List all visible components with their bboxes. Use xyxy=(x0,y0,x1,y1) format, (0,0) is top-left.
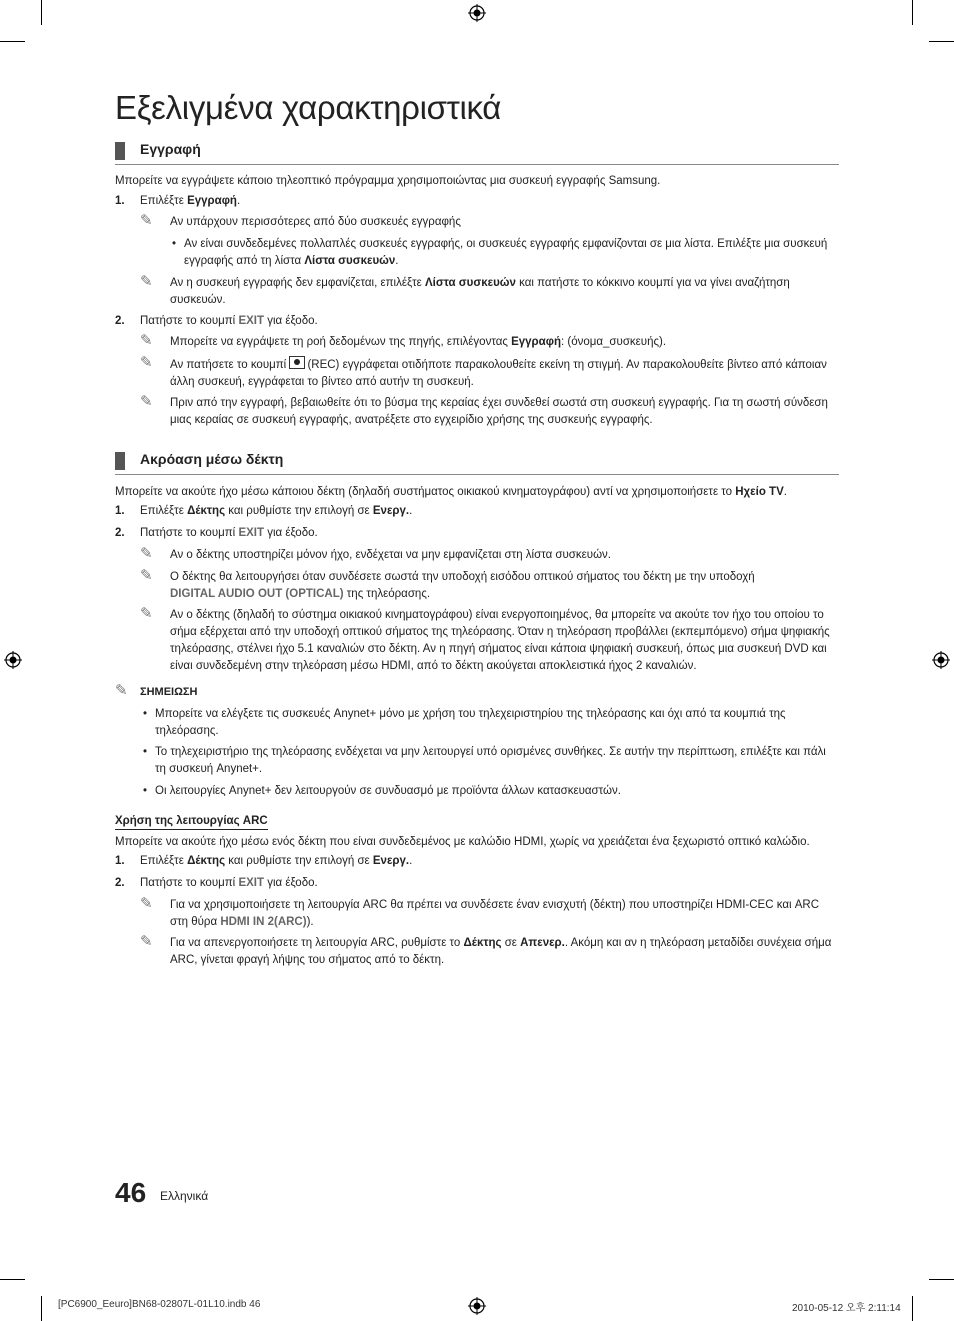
text: : (όνομα_συσκευής). xyxy=(561,336,667,348)
text: Αν πατήσετε το κουμπί xyxy=(170,359,290,371)
crop-mark xyxy=(0,1279,25,1280)
text: Μπορείτε να ακούτε ήχο μέσω κάποιου δέκτη (δηλαδή συστήματος οικιακού κινηματογράφου) αντί να χρησιμοποιήσετε το xyxy=(115,486,736,498)
section-heading-receiver xyxy=(115,450,839,475)
crop-mark xyxy=(912,0,913,25)
text: Μπορείτε να εγγράψετε τη ροή δεδομένων της πηγής, επιλέγοντας xyxy=(170,336,512,348)
text: (REC) εγγράφεται οτιδήποτε παρακολουθείτε εκείνη τη στιγμή. Αν παρακολουθείτε βίντεο από κάποιαν άλλη συσκευή, εγγράφεται το βίντεο από αυτήν τη συσκευή. xyxy=(170,359,827,388)
text: και ρυθμίστε την επιλογή σε xyxy=(225,505,373,517)
rec-button-icon xyxy=(289,356,305,369)
step-number: 2. xyxy=(115,527,125,539)
text: . Ακόμη και αν η τηλεόραση μεταδίδει συνέχεια σήμα ARC, γίνεται φραγή λήψης του σήματος από το δέκτη. xyxy=(170,937,832,966)
menu-term: Ενεργ. xyxy=(372,855,410,867)
crop-mark xyxy=(929,41,954,42)
step-text xyxy=(140,503,839,520)
text: Πατήστε το κουμπί xyxy=(140,877,239,889)
page-language: Ελληνικά xyxy=(160,1189,209,1203)
arc-subheading: Χρήση της λειτουργίας ARC xyxy=(115,813,268,830)
text: σε xyxy=(501,937,521,949)
step-number: 2. xyxy=(115,315,125,327)
step-number: 2. xyxy=(115,877,125,889)
text: . xyxy=(236,195,241,207)
menu-term: Εγγραφή xyxy=(187,195,237,207)
text: για έξοδο. xyxy=(264,877,318,889)
pencil-note-icon: ✎ xyxy=(140,212,153,229)
remote-key: EXIT xyxy=(238,877,264,889)
menu-term: Λίστα συσκευών xyxy=(304,255,396,267)
crop-mark xyxy=(0,41,25,42)
note-text xyxy=(170,275,839,309)
port-name: DIGITAL AUDIO OUT (OPTICAL) xyxy=(170,588,344,600)
text: Για να χρησιμοποιήσετε τη λειτουργία ARC θα πρέπει να συνδέσετε έναν ενισχυτή (δέκτη) που υποστηρίζει HDMI-CEC και ARC στη θύρα xyxy=(170,899,820,928)
menu-term: Ηχείο TV xyxy=(735,486,784,498)
notice-label: ΣΗΜΕΙΩΣΗ xyxy=(140,686,198,698)
menu-term: Λίστα συσκευών xyxy=(424,277,516,289)
menu-term: Απενερ. xyxy=(520,937,565,949)
step-text xyxy=(140,853,839,870)
crop-mark xyxy=(41,0,42,25)
text: Επιλέξτε xyxy=(140,505,188,517)
text: Πατήστε το κουμπί xyxy=(140,315,239,327)
registration-mark-icon xyxy=(468,4,486,22)
text: . xyxy=(783,486,787,498)
text: Για να απενεργοποιήσετε τη λειτουργία ARC, ρυθμίστε το xyxy=(170,937,464,949)
menu-term: Εγγραφή xyxy=(511,336,561,348)
step-number: 1. xyxy=(115,195,125,207)
step-text xyxy=(140,875,839,892)
pencil-note-icon: ✎ xyxy=(140,354,153,371)
notice-item: Οι λειτουργίες Anynet+ δεν λειτουργούν σε συνδυασμό με προϊόντα άλλων κατασκευαστών. xyxy=(155,785,621,797)
arc-intro: Μπορείτε να ακούτε ήχο μέσω ενός δέκτη που είναι συνδεδεμένος με καλώδιο HDMI, χωρίς να χρειάζεται ένα ξεχωριστό οπτικό καλώδιο. xyxy=(115,836,810,848)
text: για έξοδο. xyxy=(264,315,318,327)
pencil-note-icon: ✎ xyxy=(140,273,153,290)
note-text xyxy=(170,897,839,931)
step-text xyxy=(140,525,839,542)
notice-item: Μπορείτε να ελέγξετε τις συσκευές Anynet+ μόνο με χρήση του τηλεχειριστηρίου της τηλεόρασης και όχι από τα κουμπιά της τηλεόρασης. xyxy=(155,708,786,737)
pencil-note-icon: ✎ xyxy=(140,895,153,912)
text: Πατήστε το κουμπί xyxy=(140,527,239,539)
step-text xyxy=(140,313,839,330)
pencil-note-icon: ✎ xyxy=(140,567,153,584)
bullet-text xyxy=(184,236,839,270)
pencil-note-icon: ✎ xyxy=(140,393,153,410)
text: Επιλέξτε xyxy=(140,195,188,207)
note-text xyxy=(170,334,839,351)
section-bar xyxy=(115,452,125,470)
pencil-note-icon: ✎ xyxy=(140,545,153,562)
note-text: Αν ο δέκτης υποστηρίζει μόνον ήχο, ενδέχεται να μην εμφανίζεται στη λίστα συσκευών. xyxy=(170,549,611,561)
text: ). xyxy=(306,916,314,928)
remote-key: EXIT xyxy=(238,315,264,327)
menu-term: Δέκτης xyxy=(463,937,502,949)
step-number: 1. xyxy=(115,855,125,867)
section-heading-text: Εγγραφή xyxy=(140,141,201,157)
file-info: [PC6900_Eeuro]BN68-02807L-01L10.indb 46 xyxy=(58,1299,261,1310)
notice-item: Το τηλεχειριστήριο της τηλεόρασης ενδέχεται να μην λειτουργεί υπό ορισμένες συνθήκες. Σε αυτήν την περίπτωση, επιλέξτε και πάλι τη συσκευή Anynet+. xyxy=(155,746,826,775)
pencil-note-icon: ✎ xyxy=(140,332,153,349)
bullet-icon: • xyxy=(143,746,148,758)
pencil-note-icon: ✎ xyxy=(140,605,153,622)
pencil-note-icon: ✎ xyxy=(140,933,153,950)
crop-mark xyxy=(912,1296,913,1321)
page-title: Εξελιγμένα χαρακτηριστικά xyxy=(115,89,502,126)
text: Επιλέξτε xyxy=(140,855,188,867)
text: Ο δέκτης θα λειτουργήσει όταν συνδέσετε σωστά την υποδοχή εισόδου οπτικού σήματος του δέκτη με την υποδοχή xyxy=(170,571,755,583)
page-number: 46 xyxy=(115,1177,147,1208)
note-text: Αν ο δέκτης (δηλαδή το σύστημα οικιακού κινηματογράφου) είναι ενεργοποιημένος, θα μπορείτε να ακούτε τον ήχο του οποίου το σήμα εξέρχεται από την υποδοχή οπτικού σήματος της τηλεόρασης. Όταν η τηλεόραση προβάλλει (εκπεμπόμενο) σήμα ψηφιακής τηλεόρασης, στέλνει ήχο 5.1 καναλιών στο δέκτη. Αν η πηγή σήματος είναι κάποια ψηφιακή συσκευή, όπως μια συσκευή DVD και είναι συνδεδεμένη στην τηλεόραση μέσω HDMI, από το δέκτη ακούγεται αποκλειστικά ήχος 2 καναλιών. xyxy=(170,609,830,672)
step-text xyxy=(140,193,839,210)
text: . xyxy=(395,255,399,267)
text: Αν είναι συνδεδεμένες πολλαπλές συσκευές εγγραφής, οι συσκευές εγγραφής εμφανίζονται σε μια λίστα. Επιλέξτε μια συσκευή εγγραφής από τη λίστα xyxy=(184,238,828,267)
remote-key: EXIT xyxy=(238,527,264,539)
bullet-icon: • xyxy=(143,708,148,720)
text: και πατήστε το κόκκινο κουμπί για να γίνει αναζήτηση συσκευών. xyxy=(170,277,790,306)
registration-mark-icon xyxy=(4,651,22,669)
menu-term: Δέκτης xyxy=(187,855,226,867)
note-text xyxy=(170,935,839,969)
step-number: 1. xyxy=(115,505,125,517)
menu-term: Ενεργ. xyxy=(372,505,410,517)
section-heading-recording xyxy=(115,140,839,165)
crop-mark xyxy=(41,1296,42,1321)
text: Αν η συσκευή εγγραφής δεν εμφανίζεται, επιλέξτε xyxy=(170,277,425,289)
note-text: Πριν από την εγγραφή, βεβαιωθείτε ότι το βύσμα της κεραίας έχει συνδεθεί σωστά στη συσκευή εγγραφής. Για τη σωστή σύνδεση μιας κεραίας σε συσκευή εγγραφής, ανατρέξετε στο εγχειρίδιο χρήσης της συσκευής εγγραφής. xyxy=(170,397,828,426)
registration-mark-icon xyxy=(468,1297,486,1315)
text: της τηλεόρασης. xyxy=(343,588,431,600)
section-intro: Μπορείτε να εγγράψετε κάποιο τηλεοπτικό πρόγραμμα χρησιμοποιώντας μια συσκευή εγγραφής Samsung. xyxy=(115,175,661,187)
text: . xyxy=(409,855,413,867)
port-name: HDMI IN 2(ARC) xyxy=(220,916,307,928)
crop-mark xyxy=(929,1279,954,1280)
section-bar xyxy=(115,142,125,160)
bullet-icon: • xyxy=(143,785,148,797)
print-timestamp: 2010-05-12 오후 2:11:14 xyxy=(792,1303,901,1314)
section-intro xyxy=(115,484,839,501)
note-text: Αν υπάρχουν περισσότερες από δύο συσκευές εγγραφής xyxy=(170,216,461,228)
note-text xyxy=(170,356,839,391)
text: και ρυθμίστε την επιλογή σε xyxy=(225,855,373,867)
section-heading-text: Ακρόαση μέσω δέκτη xyxy=(140,451,284,467)
registration-mark-icon xyxy=(932,651,950,669)
bullet-icon: • xyxy=(172,238,177,250)
pencil-note-icon: ✎ xyxy=(115,682,128,699)
text: για έξοδο. xyxy=(264,527,318,539)
text: . xyxy=(409,505,413,517)
note-text xyxy=(170,569,839,603)
menu-term: Δέκτης xyxy=(187,505,226,517)
